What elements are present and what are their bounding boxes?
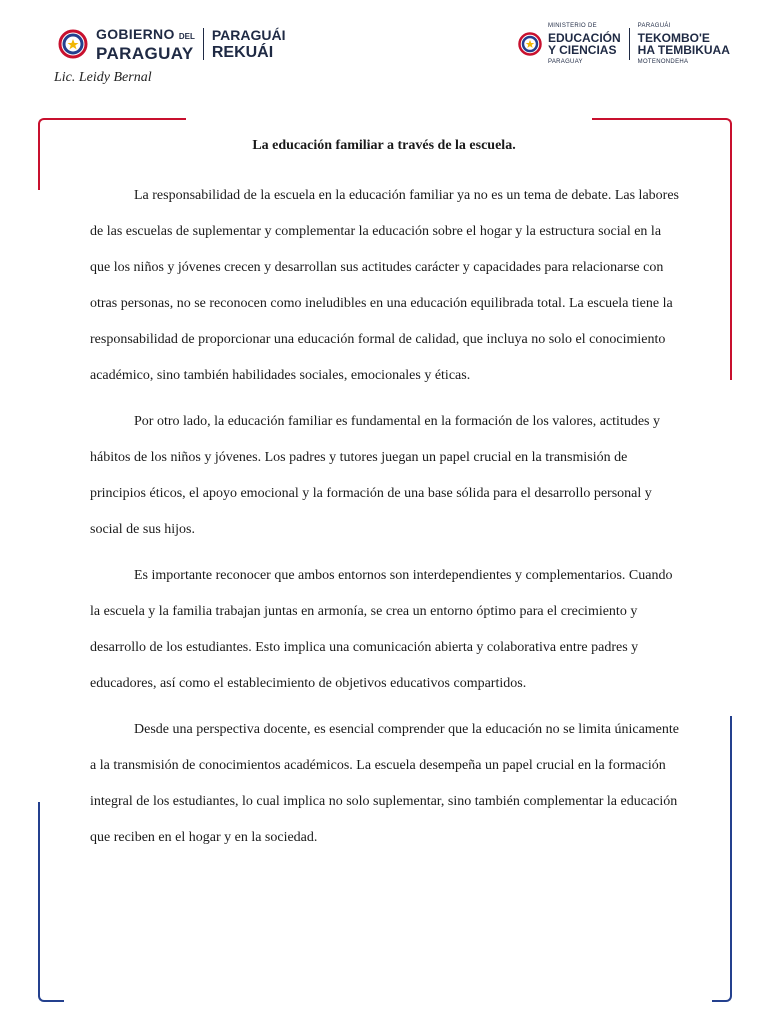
tek-line1: TEKOMBO'E <box>637 31 710 45</box>
paragraph-2: Por otro lado, la educación familiar es fundamental en la formación de los valores, actitudes y hábitos de los niños y jóvenes. Los padres y tutores juegan un papel crucial en la transmisión de principios éticos, el apoyo emocional y la formación de una base sólida para el desarrollo personal y social de sus hijos. <box>90 414 660 537</box>
tek-small-top: PARAGUÁI <box>637 23 671 29</box>
mec-logo <box>518 23 730 65</box>
logo-divider <box>203 28 204 60</box>
gov-line1: GOBIERNO <box>96 26 175 42</box>
gov-line2: PARAGUAY <box>96 44 194 63</box>
tek-small-bottom: MOTENONDEHA <box>637 59 689 65</box>
gov-del: DEL <box>178 32 195 41</box>
rek-line2: REKUÁI <box>211 44 274 61</box>
mec-line1: EDUCACIÓN <box>548 31 621 45</box>
rek-line1: PARAGUÁI <box>211 27 286 43</box>
mec-small-bottom: PARAGUAY <box>548 59 583 65</box>
mec-divider <box>629 28 630 60</box>
paragraph-3: Es importante reconocer que ambos entornos son interdependientes y complementarios. Cuando la escuela y la familia trabajan juntas en armonía, se crea un entorno óptimo para el crecimiento y desarrollo de los estudiantes. Esto implica una comunicación abierta y colaborativa entre padres y educadores, así como el establecimiento de objetivos educativos compartidos. <box>90 568 673 691</box>
author-name: Lic. Leidy Bernal <box>54 70 152 85</box>
frame-corner-bottom-right <box>712 716 732 1002</box>
document-body <box>90 178 682 866</box>
national-seal-icon <box>58 29 88 59</box>
document-title: La educación familiar a través de la escuela. <box>252 138 516 153</box>
paragraph-1: La responsabilidad de la escuela en la educación familiar ya no es un tema de debate. Las labores de las escuelas de suplementar y complementar la educación sobre el hogar y la estructura social en la que los niños y jóvenes crecen y desarrollan sus actitudes carácter y capacidades para relacionarse con otras personas, no se reconocen como ineludibles en una educación equilibrada total. La escuela tiene la responsabilidad de proporcionar una educación formal de calidad, que incluya no solo el conocimiento académico, sino también habilidades sociales, emocionales y éticas. <box>90 188 679 383</box>
frame-corner-bottom-left <box>38 802 64 1002</box>
tek-line2: HA TEMBIKUAA <box>637 43 730 57</box>
mec-small-top: MINISTERIO DE <box>548 23 597 29</box>
paragraph-4: Desde una perspectiva docente, es esencial comprender que la educación no se limita únicamente a la transmisión de conocimientos académicos. La escuela desempeña un papel crucial en la formación integral de los estudiantes, lo cual implica no solo suplementar, sino también complementar la educación que reciben en el hogar y en la sociedad. <box>90 722 679 845</box>
mec-line2: Y CIENCIAS <box>548 43 617 57</box>
gobierno-paraguay-logo <box>58 26 285 62</box>
mec-seal-icon <box>518 32 542 56</box>
